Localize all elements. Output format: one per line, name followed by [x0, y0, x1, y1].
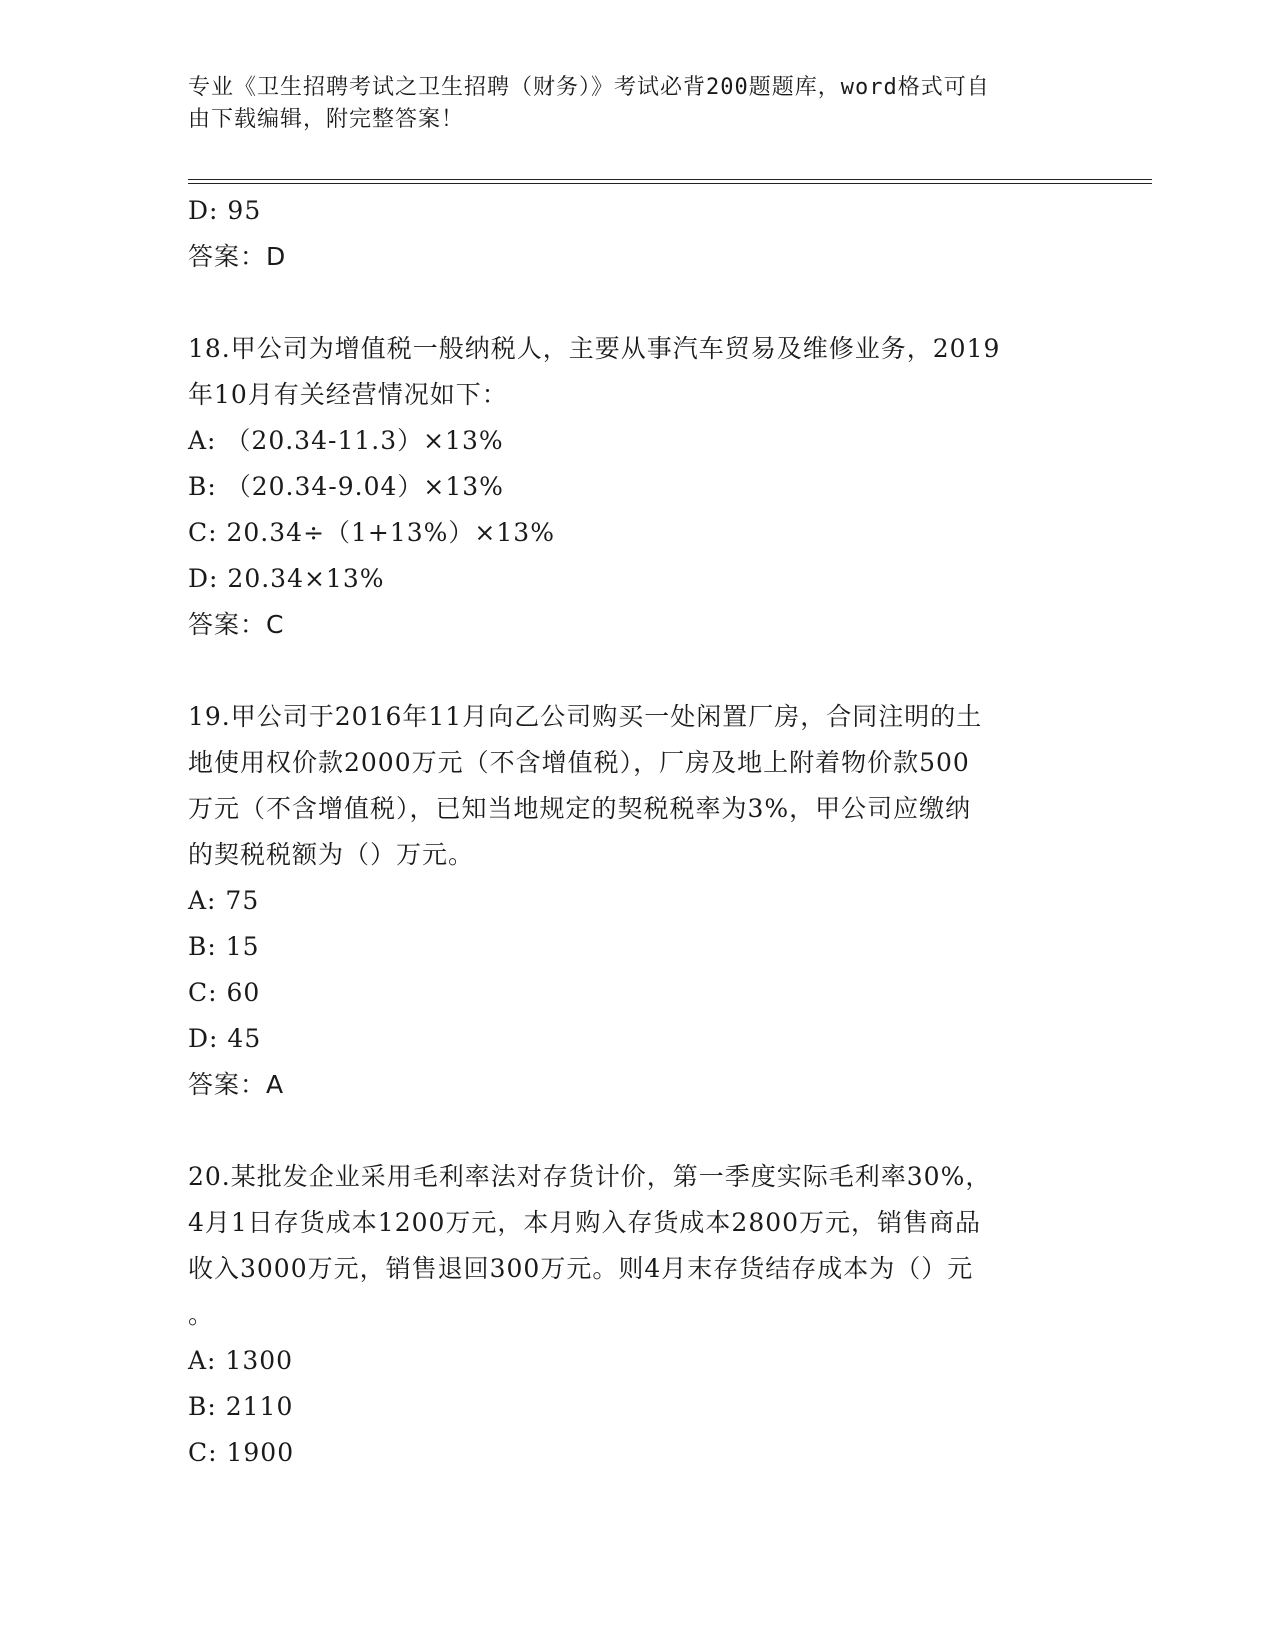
- header-line-1: 专业《卫生招聘考试之卫生招聘（财务）》考试必背200题题库，word格式可自: [188, 75, 990, 100]
- spacer: [188, 1108, 1088, 1154]
- option-d: D: 95: [188, 196, 262, 225]
- question-19-line-3: 万元（不含增值税），已知当地规定的契税税率为3%，甲公司应缴纳: [188, 794, 972, 823]
- header-line-2: 由下载编辑，附完整答案！: [188, 107, 465, 132]
- question-20-line-1: 20.某批发企业采用毛利率法对存货计价，第一季度实际毛利率30%，: [188, 1162, 992, 1191]
- question-18-line-2: 年10月有关经营情况如下：: [188, 380, 508, 409]
- question-20-option-b: B: 2110: [188, 1392, 294, 1421]
- question-20-line-3: 收入3000万元，销售退回300万元。则4月末存货结存成本为（）元: [188, 1254, 974, 1283]
- question-20-line-4: 。: [188, 1300, 215, 1329]
- spacer: [188, 648, 1088, 694]
- question-19-line-4: 的契税税额为（）万元。: [188, 840, 475, 869]
- question-20-option-c: C: 1900: [188, 1438, 295, 1467]
- header-divider-bottom: [188, 183, 1152, 184]
- question-19-line-1: 19.甲公司于2016年11月向乙公司购买一处闲置厂房，合同注明的土: [188, 702, 983, 731]
- question-20-option-a: A: 1300: [188, 1346, 294, 1375]
- question-18-line-1: 18.甲公司为增值税一般纳税人，主要从事汽车贸易及维修业务，2019: [188, 334, 1001, 363]
- question-19-option-d: D: 45: [188, 1024, 262, 1053]
- question-18-option-b: B: （20.34-9.04）×13%: [188, 472, 504, 501]
- question-19-option-a: A: 75: [188, 886, 260, 915]
- document-body: [188, 188, 1088, 1476]
- question-19-option-c: C: 60: [188, 978, 261, 1007]
- question-18-answer: 答案：C: [188, 610, 285, 639]
- question-20-line-2: 4月1日存货成本1200万元，本月购入存货成本2800万元，销售商品: [188, 1208, 982, 1237]
- question-19-option-b: B: 15: [188, 932, 260, 961]
- answer-line: 答案：D: [188, 242, 287, 271]
- question-18-option-a: A: （20.34-11.3）×13%: [188, 426, 504, 455]
- header-divider-top: [188, 179, 1152, 180]
- document-header: [188, 72, 1068, 136]
- question-18-option-c: C: 20.34÷（1+13%）×13%: [188, 518, 555, 547]
- spacer: [188, 280, 1088, 326]
- question-19-answer: 答案：A: [188, 1070, 285, 1099]
- question-18-option-d: D: 20.34×13%: [188, 564, 385, 593]
- question-19-line-2: 地使用权价款2000万元（不含增值税），厂房及地上附着物价款500: [188, 748, 970, 777]
